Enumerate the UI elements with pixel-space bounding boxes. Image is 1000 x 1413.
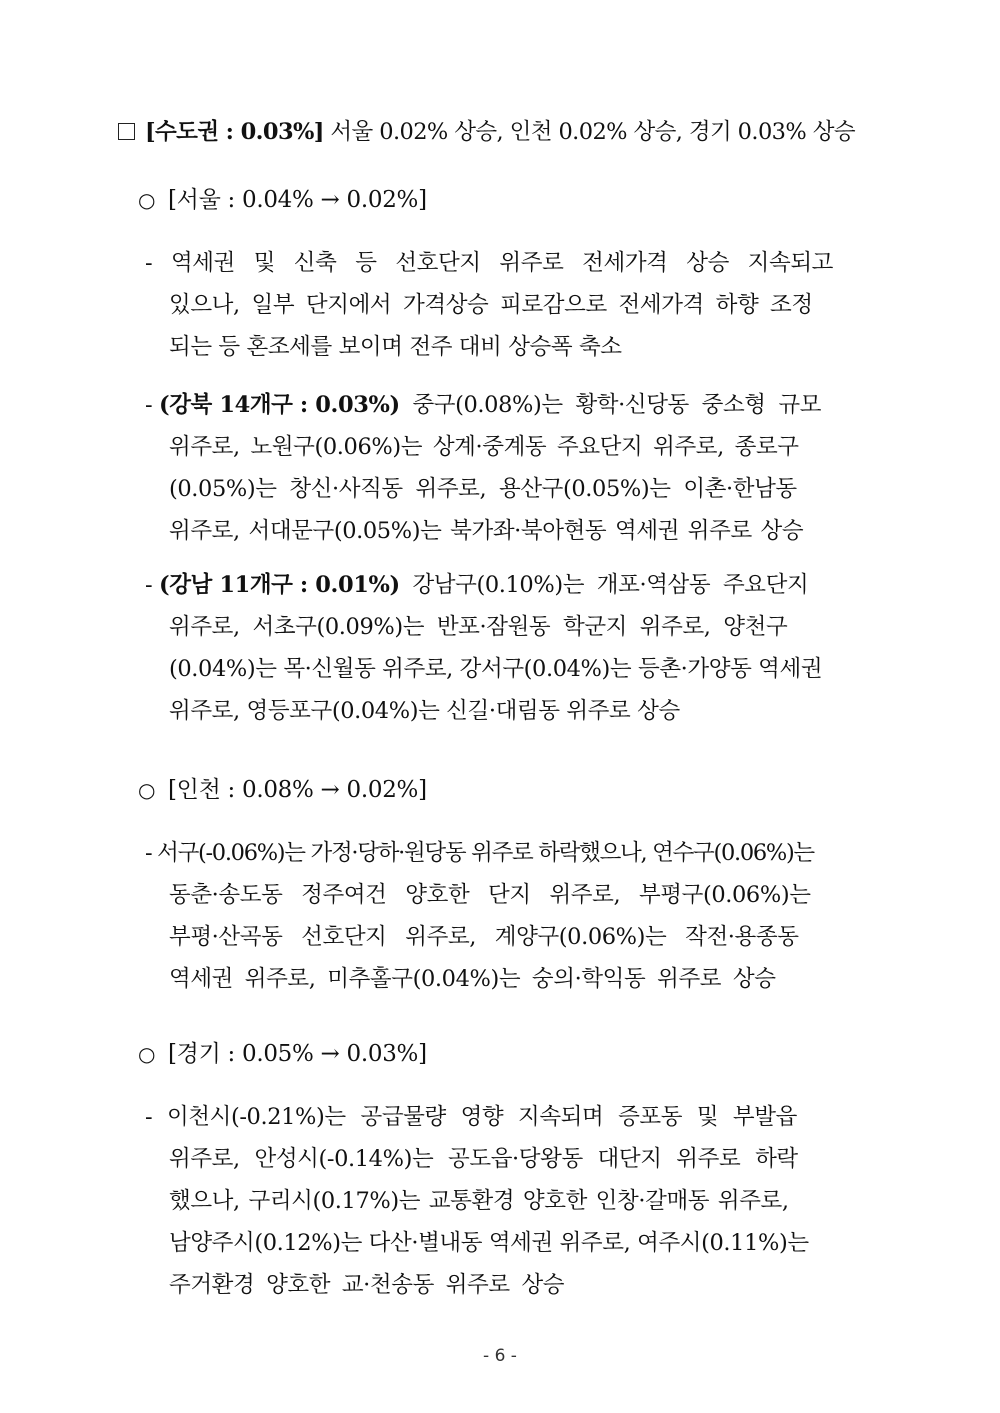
section-incheon-title <box>138 770 898 810</box>
gangnam-bullet <box>145 564 885 732</box>
text-line-content: - 역세권 및 신축 등 선호단지 위주로 전세가격 상승 지속되고 <box>145 250 834 276</box>
text-line <box>145 468 885 510</box>
text-line-content: - 서구(-0.06%)는 가정·당하·원당동 위주로 하락했으나, 연수구(0.06%)는 <box>145 840 814 866</box>
text-line-content: 위주로, 서대문구(0.05%)는 북가좌·북아현동 역세권 위주로 상승 <box>169 518 804 544</box>
text-line <box>145 1138 885 1180</box>
text-line <box>145 426 885 468</box>
gangnam-label: (강남 11개구 : 0.01%) <box>158 572 400 598</box>
text-line-content: 주거환경 양호한 교·천송동 위주로 상승 <box>169 1272 565 1298</box>
text-line-content: - 이천시(-0.21%)는 공급물량 영향 지속되며 증포동 및 부발읍 <box>145 1104 797 1130</box>
text-line <box>145 874 885 916</box>
text-line-content: 부평·산곡동 선호단지 위주로, 계양구(0.06%)는 작전·용종동 <box>169 924 799 950</box>
gangnam-line-1: 강남구(0.10%)는 개포·역삼동 주요단지 <box>399 572 809 598</box>
text-line <box>145 510 885 552</box>
metro-area-label: [수도권 : 0.03%] <box>145 119 324 145</box>
section-title-text: [인천 : 0.08% → 0.02%] <box>168 777 427 803</box>
text-line-content: (0.04%)는 목·신월동 위주로, 강서구(0.04%)는 등촌·가양동 역세권 <box>169 656 823 682</box>
text-line <box>145 284 885 326</box>
circle-bullet-icon: ○ <box>138 188 156 212</box>
text-line-content: 위주로, 노원구(0.06%)는 상계·중계동 주요단지 위주로, 종로구 <box>169 434 799 460</box>
text-line <box>145 832 885 874</box>
text-line <box>145 564 885 606</box>
page-number: - 6 - <box>483 1346 517 1366</box>
section-seoul-title <box>138 180 898 220</box>
text-line <box>145 242 885 284</box>
square-bullet-icon <box>118 123 135 140</box>
text-line-content: 위주로, 안성시(-0.14%)는 공도읍·당왕동 대단지 위주로 하락 <box>169 1146 798 1172</box>
circle-bullet-icon: ○ <box>138 778 156 802</box>
text-line <box>145 958 885 1000</box>
gyeonggi-bullet <box>145 1096 885 1306</box>
gangbuk-bullet <box>145 384 885 552</box>
text-line <box>145 1180 885 1222</box>
circle-bullet-icon: ○ <box>138 1042 156 1066</box>
text-line-content: - (강남 11개구 : 0.01%) 강남구(0.10%)는 개포·역삼동 주요단지 <box>145 572 809 598</box>
section-title-text: [경기 : 0.05% → 0.03%] <box>168 1041 427 1067</box>
text-line <box>145 326 885 368</box>
text-line <box>145 648 885 690</box>
text-line-content: 했으나, 구리시(0.17%)는 교통환경 양호한 인창·갈매동 위주로, <box>169 1188 789 1214</box>
metro-area-summary: 서울 0.02% 상승, 인천 0.02% 상승, 경기 0.03% 상승 <box>323 119 855 145</box>
metro-area-headline <box>118 112 898 152</box>
text-line-content: - (강북 14개구 : 0.03%) 중구(0.08%)는 황학·신당동 중소형 규모 <box>145 392 822 418</box>
section-gyeonggi-title <box>138 1034 898 1074</box>
text-line-content: 있으나, 일부 단지에서 가격상승 피로감으로 전세가격 하향 조정 <box>169 292 813 318</box>
gangbuk-line-1: 중구(0.08%)는 황학·신당동 중소형 규모 <box>399 392 822 418</box>
text-line-content: 역세권 위주로, 미추홀구(0.04%)는 숭의·학익동 위주로 상승 <box>169 966 776 992</box>
text-line <box>145 916 885 958</box>
text-line <box>145 690 885 732</box>
seoul-general-bullet <box>145 242 885 368</box>
section-title-text: [서울 : 0.04% → 0.02%] <box>168 187 427 213</box>
text-line-content: 남양주시(0.12%)는 다산·별내동 역세권 위주로, 여주시(0.11%)는 <box>169 1230 809 1256</box>
gangbuk-label: (강북 14개구 : 0.03%) <box>158 392 400 418</box>
text-line-content: 위주로, 서초구(0.09%)는 반포·잠원동 학군지 위주로, 양천구 <box>169 614 788 640</box>
text-line-content: 위주로, 영등포구(0.04%)는 신길·대림동 위주로 상승 <box>169 698 680 724</box>
text-line <box>145 606 885 648</box>
text-line-content: 되는 등 혼조세를 보이며 전주 대비 상승폭 축소 <box>169 334 622 360</box>
text-line <box>145 1222 885 1264</box>
text-line <box>145 1264 885 1306</box>
incheon-bullet <box>145 832 885 1000</box>
text-line-content: 동춘·송도동 정주여건 양호한 단지 위주로, 부평구(0.06%)는 <box>169 882 811 908</box>
text-line <box>145 384 885 426</box>
text-line <box>145 1096 885 1138</box>
text-line-content: (0.05%)는 창신·사직동 위주로, 용산구(0.05%)는 이촌·한남동 <box>169 476 797 502</box>
